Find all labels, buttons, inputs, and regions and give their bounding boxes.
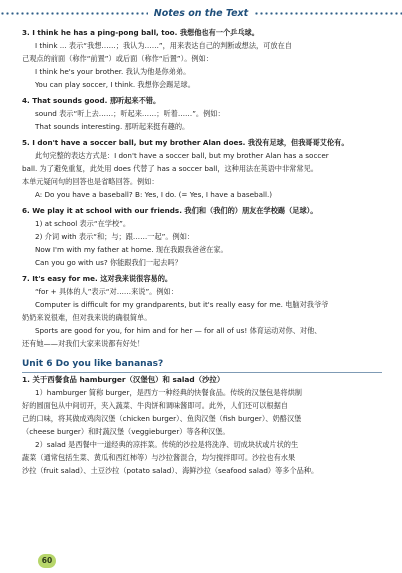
paragraph-line: （cheese burger）和时蔬汉堡（veggieburger）等各种汉堡。 [22,427,230,436]
note-heading-5: 5. I don't have a soccer ball, but my brother Alan does. 我没有足球，但我哥哥艾伦有。 [22,138,349,147]
note-line: 1) at school 表示“在学校”。 [35,219,131,228]
note-line: 本单元疑问句的回答也是省略回答。例如： [22,177,159,186]
page-header [0,6,402,20]
note-heading-6: 6. We play it at school with our friends. 我们和（我们的）朋友在学校踢（足球）。 [22,206,318,215]
note-line: 己观点的前面（称作“前置”）或后面（称作“后置”）。例如： [22,54,213,63]
example-line: That sounds interesting. 那听起来挺有趣的。 [35,122,190,131]
paragraph-line: 己的口味，将其做成鸡肉汉堡（chicken burger）、鱼肉汉堡（fish burger）、奶酪汉堡 [22,414,302,423]
note-line: “for + 具体的人”表示“对……来说”。例如： [35,287,178,296]
unit-subheading: 1. 关于西餐食品 hamburger（汉堡包）和 salad（沙拉） [22,375,225,384]
header-dots-right [254,12,402,15]
example-line: Sports are good for you, for him and for her — for all of us! 体育运动对你、对他、 [35,326,322,335]
note-line: 此句完整的表达方式是：I don't have a soccer ball, but my brother Alan has a soccer [35,151,329,160]
example-line: I think he's your brother. 我认为他是你弟弟。 [35,67,191,76]
example-line: Computer is difficult for my grandparents, but it's really easy for me. 电脑对我爷爷 [35,300,329,309]
note-line: 2) 介词 with 表示“和；与；跟……一起”。例如： [35,232,195,241]
note-line: sound 表示“听上去……；听起来……；听着……”。例如： [35,109,225,118]
example-line: 奶奶来说很难，但对我来说的确很简单。 [22,313,152,322]
page-number-badge: 60 [38,554,56,568]
paragraph-line: 沙拉（fruit salad）、土豆沙拉（potato salad）、海鲜沙拉（seafood salad）等多个品种。 [22,466,319,475]
example-line: 还有她——对我们大家来说都有好处！ [22,339,145,348]
notes-content [22,26,382,477]
paragraph-line: 蔬菜（通常包括生菜、黄瓜和西红柿等）与沙拉酱混合，均匀搅拌即可。沙拉也有水果 [22,453,296,462]
note-heading-4: 4. That sounds good. 那听起来不错。 [22,96,161,105]
note-heading-7: 7. It's easy for me. 这对我来说很容易的。 [22,274,173,283]
paragraph-line: 1）hamburger 简称 burger，是西方一种经典的快餐食品。传统的汉堡包是将烘制 [35,388,302,397]
note-line: ball. 为了避免重复，此处用 does 代替了 has a soccer ball，这种用法在英语中非常常见。 [22,164,318,173]
example-line: Can you go with us? 你能跟我们一起去吗？ [35,258,182,267]
note-heading-3: 3. I think he has a ping-pong ball, too. 我想他也有一个乒乓球。 [22,28,259,37]
paragraph-line: 2）salad 是西餐中一道经典的凉拌菜。传统的沙拉是将洗净、切成块状或片状的生 [35,440,299,449]
note-line: I think ... 表示“我想……；我认为……”，用来表达自己的判断或想法，可放在自 [35,41,292,50]
unit-title: Unit 6 Do you like bananas? [22,357,382,373]
header-dots-left [0,12,148,15]
example-line: A: Do you have a baseball? B: Yes, I do. (= Yes, I have a baseball.) [35,190,273,199]
example-line: You can play soccer, I think. 我想你会踢足球。 [35,80,195,89]
paragraph-line: 好的圆面包从中间切开，夹入蔬菜、牛肉饼和调味酱即可。此外，人们还可以根据自 [22,401,288,410]
header-title: Notes on the Text [153,7,249,19]
example-line: Now I'm with my father at home. 现在我跟我爸爸在家。 [35,245,228,254]
